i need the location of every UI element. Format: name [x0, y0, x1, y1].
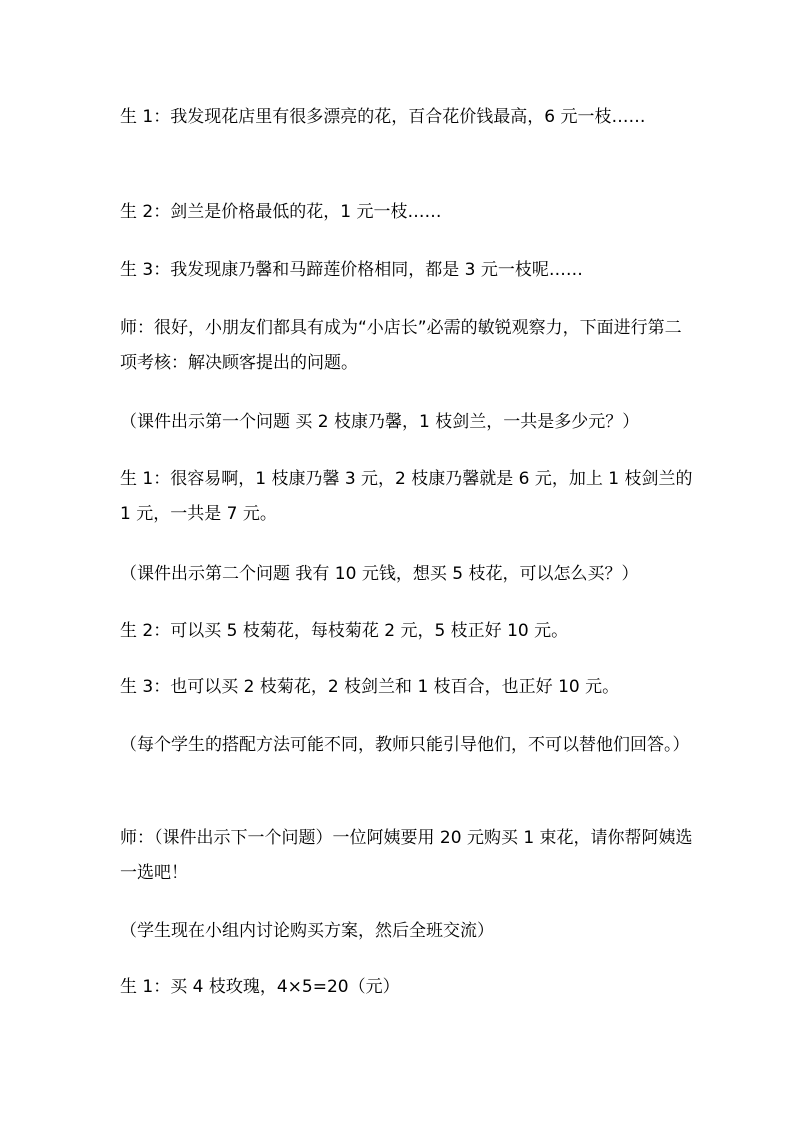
paragraph-teacher-note: （每个学生的搭配方法可能不同，教师只能引导他们，不可以替他们回答。）: [120, 735, 690, 755]
paragraph-question-two: （课件出示第二个问题 我有 10 元钱，想买 5 枝花，可以怎么买？）: [120, 564, 639, 584]
paragraph-question-one: （课件出示第一个问题 买 2 枝康乃馨，1 枝剑兰，一共是多少元？）: [120, 412, 640, 432]
paragraph-teacher-question: 师：（课件出示下一个问题）一位阿姨要用 20 元购买 1 束花，请你帮阿姨选一选吧！: [120, 828, 693, 883]
paragraph-student1-observation: 生 1：我发现花店里有很多漂亮的花，百合花价钱最高，6 元一枝……: [120, 107, 646, 127]
paragraph-student3-observation: 生 3：我发现康乃馨和马蹄莲价格相同，都是 3 元一枝呢……: [120, 260, 583, 280]
paragraph-group-discussion: （学生现在小组内讨论购买方案，然后全班交流）: [120, 921, 494, 941]
paragraph-student3-answer: 生 3：也可以买 2 枝菊花，2 枝剑兰和 1 枝百合，也正好 10 元。: [120, 677, 620, 697]
paragraph-student2-answer: 生 2：可以买 5 枝菊花，每枝菊花 2 元，5 枝正好 10 元。: [120, 621, 569, 641]
paragraph-student2-observation: 生 2：剑兰是价格最低的花，1 元一枝……: [120, 202, 442, 222]
paragraph-student1-solution: 生 1：买 4 枝玫瑰，4×5=20（元）: [120, 977, 400, 997]
paragraph-teacher-praise: 师：很好，小朋友们都具有成为“小店长”必需的敏锐观察力，下面进行第二项考核：解决顾客提出的问题。: [120, 318, 682, 373]
paragraph-student1-answer: 生 1：很容易啊，1 枝康乃馨 3 元，2 枝康乃馨就是 6 元，加上 1 枝剑兰的 1 元，一共是 7 元。: [120, 469, 693, 524]
